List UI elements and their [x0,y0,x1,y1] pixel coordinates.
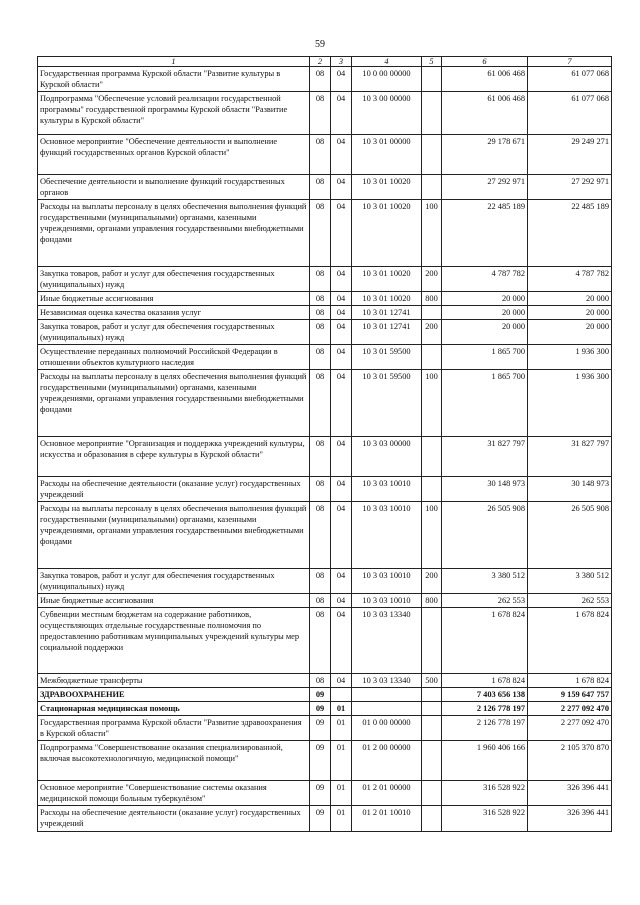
row-expense-type-cell [422,806,442,832]
row-target-article-cell: 10 3 01 10020 [352,200,422,267]
row-name-cell: Закупка товаров, работ и услуг для обеспечения государственных (муниципальных) нужд [38,569,310,594]
row-expense-type-cell [422,175,442,200]
row-sum-year1-cell: 4 787 782 [442,267,528,292]
row-section-cell: 08 [310,92,331,135]
row-subsection-cell: 04 [331,320,352,345]
row-sum-year1-cell: 61 006 468 [442,92,528,135]
table-row [38,437,612,477]
row-name-cell: Независимая оценка качества оказания услуг [38,306,310,320]
row-sum-year1-cell: 1 960 406 166 [442,741,528,781]
row-sum-year2-cell: 29 249 271 [528,135,612,175]
row-section-cell: 09 [310,688,331,702]
row-sum-year1-cell: 31 827 797 [442,437,528,477]
row-sum-year1-cell: 1 678 824 [442,674,528,688]
row-name-cell: Расходы на обеспечение деятельности (оказание услуг) государственных учреждений [38,806,310,832]
row-section-cell: 08 [310,175,331,200]
row-section-cell: 08 [310,594,331,608]
row-target-article-cell [352,702,422,716]
table-row [38,594,612,608]
row-sum-year1-cell: 27 292 971 [442,175,528,200]
row-sum-year2-cell: 2 277 092 470 [528,702,612,716]
row-expense-type-cell: 500 [422,674,442,688]
row-section-cell: 08 [310,569,331,594]
row-subsection-cell: 04 [331,175,352,200]
row-subsection-cell: 01 [331,781,352,806]
row-target-article-cell: 10 3 01 12741 [352,320,422,345]
row-sum-year2-cell: 61 077 068 [528,67,612,92]
row-section-cell: 08 [310,502,331,569]
row-name-cell: Межбюджетные трансферты [38,674,310,688]
row-subsection-cell: 04 [331,674,352,688]
row-name-cell: Основное мероприятие "Совершенствование системы оказания медицинской помощи больным туберкулёзом" [38,781,310,806]
row-target-article-cell [352,688,422,702]
row-subsection-cell [331,688,352,702]
row-sum-year1-cell: 2 126 778 197 [442,716,528,741]
row-section-cell: 08 [310,608,331,674]
row-subsection-cell: 04 [331,594,352,608]
row-expense-type-cell [422,92,442,135]
row-section-cell: 09 [310,741,331,781]
row-subsection-cell: 04 [331,370,352,437]
row-sum-year1-cell: 29 178 671 [442,135,528,175]
row-sum-year2-cell: 1 678 824 [528,608,612,674]
row-subsection-cell: 04 [331,306,352,320]
header-cell: 3 [331,57,352,67]
row-expense-type-cell [422,437,442,477]
row-target-article-cell: 10 3 01 59500 [352,345,422,370]
row-sum-year2-cell: 22 485 189 [528,200,612,267]
row-target-article-cell: 10 3 01 59500 [352,370,422,437]
table-row [38,502,612,569]
row-target-article-cell: 10 3 01 12741 [352,306,422,320]
row-name-cell: Иные бюджетные ассигнования [38,594,310,608]
row-sum-year1-cell: 22 485 189 [442,200,528,267]
table-row [38,702,612,716]
table-row [38,477,612,502]
header-cell: 7 [528,57,612,67]
table-row [38,806,612,832]
row-sum-year1-cell: 61 006 468 [442,67,528,92]
row-subsection-cell: 04 [331,502,352,569]
row-subsection-cell: 04 [331,267,352,292]
row-target-article-cell: 10 3 01 10020 [352,267,422,292]
row-name-cell: Закупка товаров, работ и услуг для обеспечения государственных (муниципальных) нужд [38,267,310,292]
row-name-cell: Основное мероприятие "Обеспечение деятельности и выполнение функций государственных органов Курской области" [38,135,310,175]
row-sum-year2-cell: 20 000 [528,320,612,345]
row-expense-type-cell: 800 [422,594,442,608]
table-row [38,67,612,92]
table-row [38,292,612,306]
row-target-article-cell: 10 3 03 10010 [352,594,422,608]
row-expense-type-cell: 800 [422,292,442,306]
row-target-article-cell: 10 3 03 10010 [352,502,422,569]
row-subsection-cell: 01 [331,741,352,781]
row-name-cell: Расходы на выплаты персоналу в целях обеспечения выполнения функций государственными (муниципальными) органами, казенными учреждениями, органами управления государственными внебюджетными фондами [38,370,310,437]
header-cell: 1 [38,57,310,67]
table-row [38,267,612,292]
row-name-cell: Основное мероприятие "Организация и поддержка учреждений культуры, искусства и образования в сфере культуры в Курской области" [38,437,310,477]
row-expense-type-cell [422,477,442,502]
row-sum-year1-cell: 20 000 [442,306,528,320]
row-sum-year1-cell: 7 403 656 138 [442,688,528,702]
row-subsection-cell: 04 [331,437,352,477]
header-cell: 5 [422,57,442,67]
row-subsection-cell: 04 [331,135,352,175]
row-name-cell: Подпрограмма "Совершенствование оказания специализированной, включая высокотехнологичную, медицинской помощи" [38,741,310,781]
row-sum-year2-cell: 1 678 824 [528,674,612,688]
row-expense-type-cell [422,702,442,716]
row-sum-year1-cell: 20 000 [442,320,528,345]
row-name-cell: Субвенции местным бюджетам на содержание работников, осуществляющих отдельные государственные полномочия по предоставлению работникам муниципальных учреждений культуры мер социальной поддержки [38,608,310,674]
row-target-article-cell: 01 2 00 00000 [352,741,422,781]
row-target-article-cell: 01 0 00 00000 [352,716,422,741]
row-expense-type-cell [422,688,442,702]
row-sum-year2-cell: 26 505 908 [528,502,612,569]
table-row [38,135,612,175]
row-section-cell: 08 [310,135,331,175]
table-row [38,306,612,320]
row-sum-year2-cell: 2 277 092 470 [528,716,612,741]
row-sum-year2-cell: 9 159 647 757 [528,688,612,702]
row-target-article-cell: 10 3 01 10020 [352,292,422,306]
row-target-article-cell: 01 2 01 00000 [352,781,422,806]
row-subsection-cell: 04 [331,92,352,135]
row-subsection-cell: 01 [331,702,352,716]
row-subsection-cell: 04 [331,292,352,306]
row-sum-year2-cell: 31 827 797 [528,437,612,477]
row-name-cell: Осуществление переданных полномочий Российской Федерации в отношении объектов культурного наследия [38,345,310,370]
row-section-cell: 08 [310,437,331,477]
row-name-cell: Стационарная медицинская помощь [38,702,310,716]
row-target-article-cell: 10 0 00 00000 [352,67,422,92]
row-section-cell: 08 [310,267,331,292]
row-sum-year2-cell: 20 000 [528,292,612,306]
row-name-cell: Иные бюджетные ассигнования [38,292,310,306]
row-sum-year2-cell: 27 292 971 [528,175,612,200]
row-sum-year2-cell: 20 000 [528,306,612,320]
row-sum-year2-cell: 326 396 441 [528,806,612,832]
row-section-cell: 08 [310,306,331,320]
row-section-cell: 08 [310,67,331,92]
row-target-article-cell: 10 3 01 10020 [352,175,422,200]
row-name-cell: Обеспечение деятельности и выполнение функций государственных органов [38,175,310,200]
row-section-cell: 08 [310,370,331,437]
row-sum-year2-cell: 30 148 973 [528,477,612,502]
row-expense-type-cell [422,345,442,370]
row-section-cell: 08 [310,345,331,370]
row-section-cell: 08 [310,477,331,502]
row-expense-type-cell [422,716,442,741]
row-sum-year1-cell: 20 000 [442,292,528,306]
table-row [38,92,612,135]
row-expense-type-cell: 100 [422,200,442,267]
table-row [38,320,612,345]
row-target-article-cell: 01 2 01 10010 [352,806,422,832]
row-expense-type-cell: 200 [422,320,442,345]
row-subsection-cell: 04 [331,608,352,674]
row-target-article-cell: 10 3 01 00000 [352,135,422,175]
row-target-article-cell: 10 3 03 13340 [352,608,422,674]
row-expense-type-cell [422,608,442,674]
table-row [38,688,612,702]
row-name-cell: Государственная программа Курской области "Развитие здравоохранения в Курской области" [38,716,310,741]
row-sum-year1-cell: 2 126 778 197 [442,702,528,716]
row-sum-year1-cell: 1 865 700 [442,370,528,437]
table-row [38,608,612,674]
table-row [38,741,612,781]
row-section-cell: 09 [310,702,331,716]
table-row [38,345,612,370]
table-row [38,370,612,437]
row-sum-year2-cell: 4 787 782 [528,267,612,292]
row-target-article-cell: 10 3 03 00000 [352,437,422,477]
row-target-article-cell: 10 3 03 10010 [352,569,422,594]
row-expense-type-cell [422,135,442,175]
header-cell: 6 [442,57,528,67]
row-sum-year1-cell: 262 553 [442,594,528,608]
row-sum-year2-cell: 262 553 [528,594,612,608]
row-expense-type-cell: 100 [422,502,442,569]
table-row [38,716,612,741]
row-sum-year1-cell: 3 380 512 [442,569,528,594]
row-expense-type-cell [422,67,442,92]
table-row [38,175,612,200]
row-sum-year1-cell: 30 148 973 [442,477,528,502]
header-cell: 2 [310,57,331,67]
row-sum-year1-cell: 26 505 908 [442,502,528,569]
row-section-cell: 08 [310,200,331,267]
row-sum-year2-cell: 1 936 300 [528,370,612,437]
row-name-cell: Государственная программа Курской области "Развитие культуры в Курской области" [38,67,310,92]
row-sum-year2-cell: 2 105 370 870 [528,741,612,781]
row-name-cell: ЗДРАВООХРАНЕНИЕ [38,688,310,702]
row-section-cell: 08 [310,292,331,306]
row-expense-type-cell: 200 [422,267,442,292]
table-row [38,781,612,806]
row-section-cell: 08 [310,674,331,688]
row-name-cell: Расходы на выплаты персоналу в целях обеспечения выполнения функций государственными (муниципальными) органами, казенными учреждениями, органами управления государственными внебюджетными фондами [38,200,310,267]
row-section-cell: 09 [310,716,331,741]
row-section-cell: 08 [310,320,331,345]
row-name-cell: Закупка товаров, работ и услуг для обеспечения государственных (муниципальных) нужд [38,320,310,345]
row-subsection-cell: 01 [331,806,352,832]
row-subsection-cell: 04 [331,200,352,267]
table-row [38,200,612,267]
row-target-article-cell: 10 3 03 10010 [352,477,422,502]
budget-table [37,56,612,832]
row-sum-year1-cell: 316 528 922 [442,806,528,832]
page-number: 59 [315,39,325,50]
row-name-cell: Расходы на выплаты персоналу в целях обеспечения выполнения функций государственными (муниципальными) органами, казенными учреждениями, органами управления государственными внебюджетными фондами [38,502,310,569]
table-row [38,569,612,594]
row-expense-type-cell: 100 [422,370,442,437]
row-name-cell: Расходы на обеспечение деятельности (оказание услуг) государственных учреждений [38,477,310,502]
row-section-cell: 09 [310,781,331,806]
table-header-row [38,57,612,67]
row-sum-year2-cell: 1 936 300 [528,345,612,370]
row-subsection-cell: 04 [331,345,352,370]
row-expense-type-cell [422,741,442,781]
row-section-cell: 09 [310,806,331,832]
row-target-article-cell: 10 3 00 00000 [352,92,422,135]
table-row [38,674,612,688]
row-sum-year2-cell: 61 077 068 [528,92,612,135]
row-sum-year2-cell: 3 380 512 [528,569,612,594]
row-subsection-cell: 04 [331,67,352,92]
row-subsection-cell: 04 [331,569,352,594]
row-expense-type-cell: 200 [422,569,442,594]
row-subsection-cell: 04 [331,477,352,502]
row-target-article-cell: 10 3 03 13340 [352,674,422,688]
row-expense-type-cell [422,781,442,806]
row-sum-year1-cell: 1 865 700 [442,345,528,370]
row-subsection-cell: 01 [331,716,352,741]
row-sum-year1-cell: 1 678 824 [442,608,528,674]
row-sum-year2-cell: 326 396 441 [528,781,612,806]
header-cell: 4 [352,57,422,67]
row-expense-type-cell [422,306,442,320]
row-name-cell: Подпрограмма "Обеспечение условий реализации государственной программы" государственной программы Курской области "Развитие культуры в Курской области" [38,92,310,135]
row-sum-year1-cell: 316 528 922 [442,781,528,806]
